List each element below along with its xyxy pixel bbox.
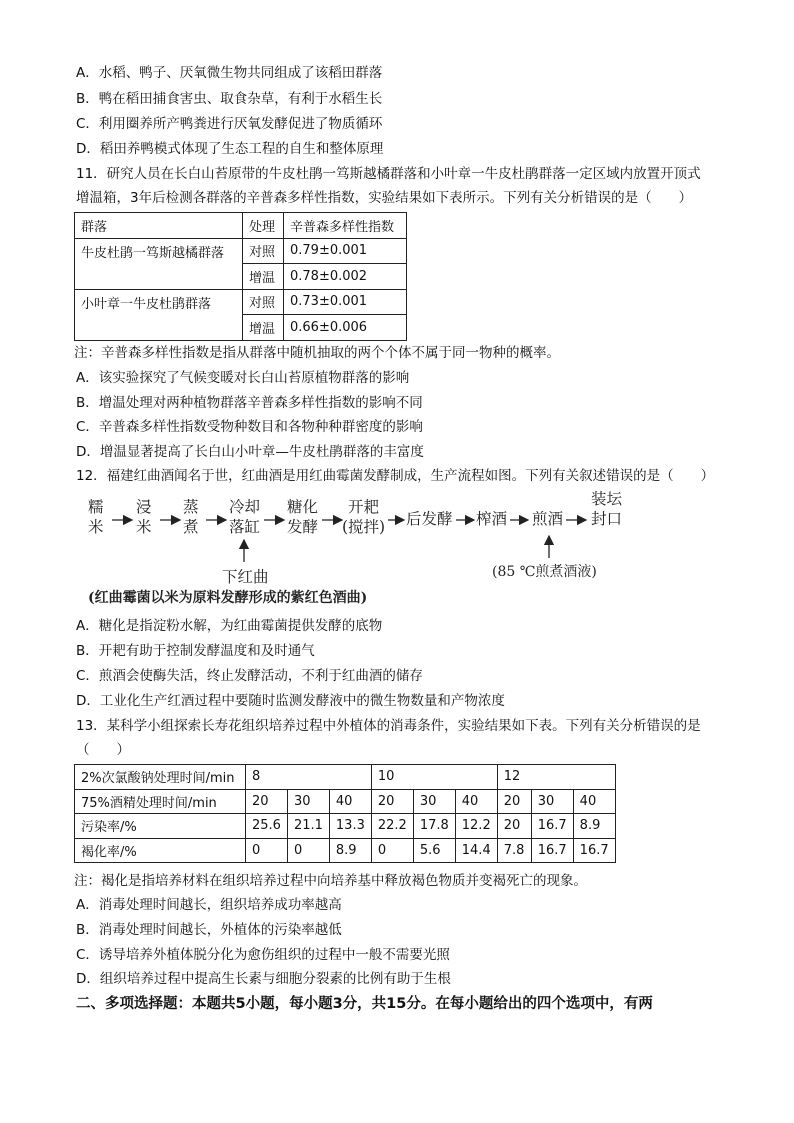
table-header: 处理 [243,213,284,239]
flow-step-6-top: 开耙 [348,498,380,516]
table-cell: 10 [371,765,497,790]
table-row-label: 75%酒精处理时间/min [75,789,246,814]
flow-step-2-bottom: 米 [136,518,152,536]
table-cell-community: 小叶章一牛皮杜鹃群落 [75,289,243,340]
table-cell: 13.3 [329,814,371,839]
table-cell: 0 [287,838,329,863]
flow-step-4-bottom: 落缸 [229,518,261,536]
q11-table [74,212,407,341]
q10-option-c: C．利用圈养所产鸭粪进行厌氧发酵促进了物质循环 [76,116,383,132]
q13-option-c: C．诱导培养外植体脱分化为愈伤组织的过程中一般不需要光照 [76,947,450,963]
q13-table [74,764,616,863]
table-cell: 20 [246,789,288,814]
table-cell: 14.4 [455,838,497,863]
q11-stem-line1: 11．研究人员在长白山苔原带的牛皮杜鹃一笃斯越橘群落和小叶章一牛皮杜鹃群落一定区域内放置开顶式 [76,166,701,182]
table-cell: 5.6 [413,838,455,863]
flow-step-8: 榨酒 [476,510,508,528]
section2-heading: 二、多项选择题：本题共5小题，每小题3分，共15分。在每小题给出的四个选项中，有两 [76,996,653,1012]
table-header: 辛普森多样性指数 [284,213,407,239]
flow-input-1: 下红曲 [222,568,269,586]
table-cell: 30 [287,789,329,814]
flow-step-9: 煎酒 [532,510,564,528]
table-cell: 30 [531,789,573,814]
table-cell: 8 [246,765,372,790]
table-row-label: 2%次氯酸钠处理时间/min [75,765,246,790]
table-cell: 20 [497,789,531,814]
q13-stem-line2: （ ） [76,742,130,758]
q11-note: 注：辛普森多样性指数是指从群落中随机抽取的两个个体不属于同一物种的概率。 [74,345,560,361]
flow-input-2: (85 ℃煎煮酒液) [492,564,597,580]
q12-option-b: B．开耙有助于控制发酵温度和及时通气 [76,643,315,659]
q11-option-b: B．增温处理对两种植物群落辛普森多样性指数的影响不同 [76,395,423,411]
table-cell: 25.6 [246,814,288,839]
flow-step-1-top: 糯 [88,498,104,516]
table-cell: 16.7 [531,814,573,839]
table-cell: 0.78±0.002 [284,264,407,290]
flow-step-10-top: 装坛 [591,490,623,508]
flow-step-5-bottom: 发酵 [287,518,319,536]
q12-option-d: D．工业化生产红酒过程中要随时监测发酵液中的微生物数量和产物浓度 [76,693,505,709]
table-cell: 20 [371,789,413,814]
table-cell: 16.7 [573,838,615,863]
q13-note: 注：褐化是指培养材料在组织培养过程中向培养基中释放褐色物质并变褐死亡的现象。 [74,873,587,889]
table-cell: 30 [413,789,455,814]
q13-option-d: D．组织培养过程中提高生长素与细胞分裂素的比例有助于生根 [76,971,451,987]
q12-flow-diagram [88,490,688,608]
table-cell: 20 [497,814,531,839]
table-cell: 40 [329,789,371,814]
q11-option-a: A．该实验探究了气候变暖对长白山苔原植物群落的影响 [76,370,410,386]
q13-option-a: A．消毒处理时间越长，组织培养成功率越高 [76,897,342,913]
q10-option-d: D．稻田养鸭模式体现了生态工程的自生和整体原理 [76,141,384,157]
table-cell: 17.8 [413,814,455,839]
flow-step-3-bottom: 煮 [183,518,199,536]
table-cell: 40 [455,789,497,814]
flow-step-1-bottom: 米 [88,518,104,536]
q12-stem: 12．福建红曲酒闻名于世，红曲酒是用红曲霉菌发酵制成，生产流程如图。下列有关叙述错误的是（ ） [76,468,715,484]
q10-option-a: A．水稻、鸭子、厌氧微生物共同组成了该稻田群落 [76,65,383,81]
table-cell: 8.9 [329,838,371,863]
table-cell: 对照 [243,289,284,315]
table-cell: 0 [371,838,413,863]
table-cell: 16.7 [531,838,573,863]
flow-step-10-bottom: 封口 [591,510,623,528]
q11-option-d: D．增温显著提高了长白山小叶章—牛皮杜鹃群落的丰富度 [76,444,424,460]
flow-step-6-bottom: (搅拌) [342,518,386,536]
flow-step-5-top: 糖化 [287,498,319,516]
flow-input-1-note: (红曲霉菌以米为原料发酵形成的紫红色酒曲) [88,590,368,606]
table-cell: 增温 [243,315,284,341]
table-cell: 22.2 [371,814,413,839]
table-cell: 0.73±0.001 [284,289,407,315]
table-cell: 0.79±0.001 [284,238,407,264]
table-cell: 12 [497,765,615,790]
q11-stem-line2: 增温箱，3年后检测各群落的辛普森多样性指数，实验结果如下表所示。下列有关分析错误的是（ ） [76,190,693,206]
table-cell: 8.9 [573,814,615,839]
table-cell: 7.8 [497,838,531,863]
table-cell: 0 [246,838,288,863]
flow-step-7: 后发酵 [406,510,453,528]
q10-option-b: B．鸭在稻田捕食害虫、取食杂草，有利于水稻生长 [76,91,383,107]
table-row-label: 褐化率/% [75,838,246,863]
flow-step-4-top: 冷却 [229,498,261,516]
table-cell: 增温 [243,264,284,290]
table-cell: 对照 [243,238,284,264]
q13-option-b: B．消毒处理时间越长，外植体的污染率越低 [76,922,342,938]
q12-option-a: A．糖化是指淀粉水解，为红曲霉菌提供发酵的底物 [76,618,383,634]
table-header: 群落 [75,213,243,239]
table-row-label: 污染率/% [75,814,246,839]
flow-step-3-top: 蒸 [183,498,199,516]
q11-option-c: C．辛普森多样性指数受物种数目和各物种种群密度的影响 [76,419,423,435]
table-cell: 40 [573,789,615,814]
flow-step-2-top: 浸 [136,498,152,516]
q13-stem-line1: 13．某科学小组探索长寿花组织培养过程中外植体的消毒条件，实验结果如下表。下列有关分析错误的是 [76,718,701,734]
table-cell: 12.2 [455,814,497,839]
table-cell: 21.1 [287,814,329,839]
table-cell-community: 牛皮杜鹃一笃斯越橘群落 [75,238,243,289]
table-cell: 0.66±0.006 [284,315,407,341]
q12-option-c: C．煎酒会使酶失活，终止发酵活动，不利于红曲酒的储存 [76,668,423,684]
